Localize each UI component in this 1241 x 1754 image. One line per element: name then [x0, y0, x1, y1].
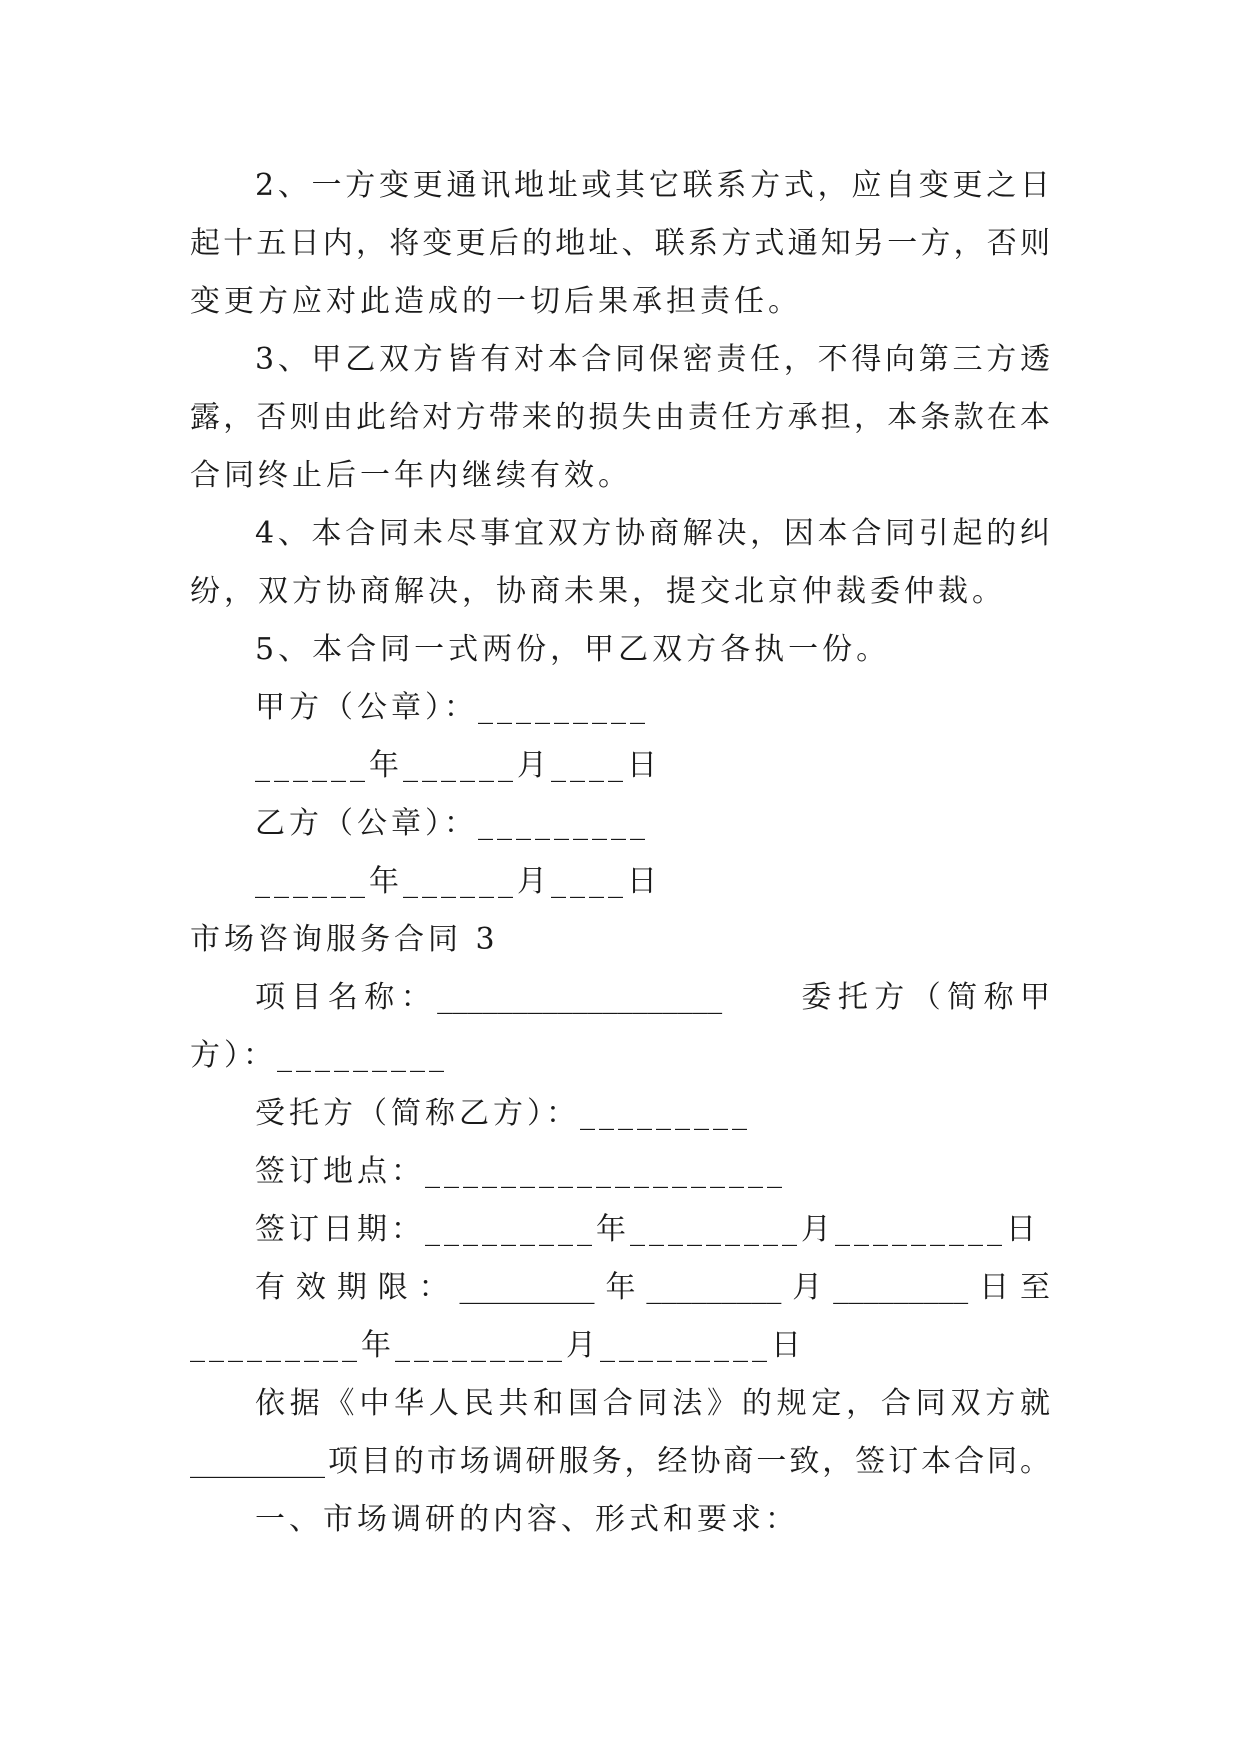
party-a-seal-line: 甲方（公章）：_________ — [255, 690, 649, 725]
clause-2-line-1: 2、一方变更通讯地址或其它联系方式，应自变更之日 — [255, 168, 1050, 203]
clause-4-line-1: 4、本合同未尽事宜双方协商解决，因本合同引起的纠 — [255, 516, 1050, 551]
signing-place-line: 签订地点：___________________ — [255, 1154, 786, 1189]
project-name-line: 项目名称：___________________ 委托方（简称甲 — [255, 980, 1050, 1015]
contract-title: 市场咨询服务合同 3 — [190, 922, 499, 957]
party-a-name-line: 方）：_________ — [190, 1038, 448, 1073]
validity-period-line-1: 有效期限：_________年_________月_________日至 — [255, 1270, 1050, 1305]
validity-period-line-2: _________年_________月_________日 — [190, 1328, 805, 1363]
clause-4-line-2: 纷，双方协商解决，协商未果，提交北京仲裁委仲裁。 — [190, 574, 1006, 609]
party-b-name-line: 受托方（简称乙方）：_________ — [255, 1096, 751, 1131]
clause-5-line: 5、本合同一式两份，甲乙双方各执一份。 — [255, 632, 891, 667]
signing-date-line: 签订日期：_________年_________月_________日 — [255, 1212, 1040, 1247]
clause-2-line-3: 变更方应对此造成的一切后果承担责任。 — [190, 284, 802, 319]
clause-2-line-2: 起十五日内，将变更后的地址、联系方式通知另一方，否则 — [190, 226, 1050, 261]
clause-3-line-1: 3、甲乙双方皆有对本合同保密责任，不得向第三方透 — [255, 342, 1050, 377]
party-b-seal-line: 乙方（公章）：_________ — [255, 806, 649, 841]
party-b-date-line: ______年______月____日 — [255, 864, 661, 899]
basis-line-2: _________项目的市场调研服务，经协商一致，签订本合同。 — [190, 1444, 1050, 1479]
clause-3-line-2: 露，否则由此给对方带来的损失由责任方承担，本条款在本 — [190, 400, 1050, 435]
basis-line-1: 依据《中华人民共和国合同法》的规定，合同双方就 — [255, 1386, 1050, 1421]
clause-3-line-3: 合同终止后一年内继续有效。 — [190, 458, 632, 493]
party-a-date-line: ______年______月____日 — [255, 748, 661, 783]
section-1-heading: 一、市场调研的内容、形式和要求： — [255, 1502, 799, 1537]
